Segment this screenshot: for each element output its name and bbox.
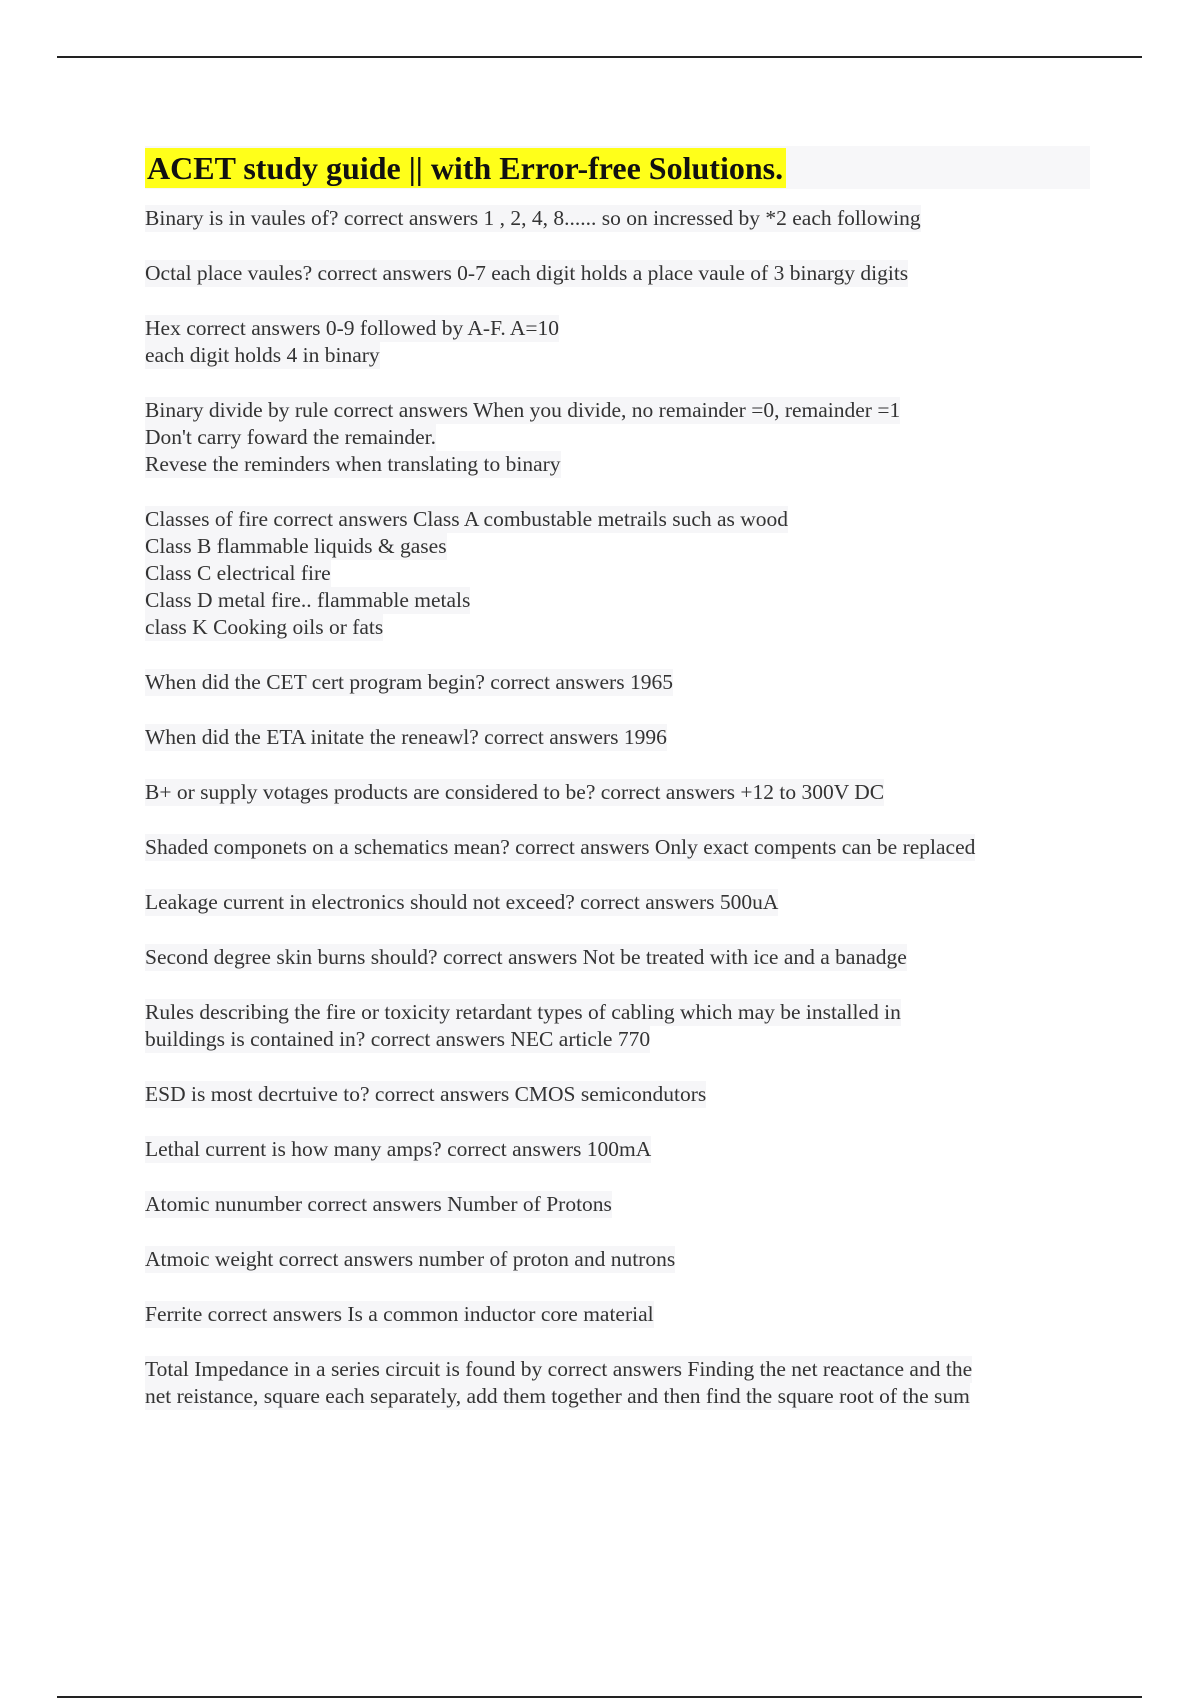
qa-entry-line: each digit holds 4 in binary (145, 343, 380, 367)
qa-entry-line: net reistance, square each separately, add them together and then find the square root of the sum (145, 1384, 970, 1408)
qa-entry-line: Hex correct answers 0-9 followed by A-F. A=10 (145, 316, 560, 340)
qa-entry-line: When did the CET cert program begin? correct answers 1965 (145, 670, 673, 694)
qa-entry (145, 669, 1090, 696)
qa-entry-line: Second degree skin burns should? correct answers Not be treated with ice and a banadge (145, 945, 907, 969)
qa-entry (145, 999, 1090, 1053)
qa-entry (145, 944, 1090, 971)
qa-entry-line: Total Impedance in a series circuit is found by correct answers Finding the net reactance and the (145, 1357, 973, 1381)
qa-entry-line: Class D metal fire.. flammable metals (145, 588, 471, 612)
qa-entry (145, 315, 1090, 369)
qa-entry (145, 1081, 1090, 1108)
qa-entry-line: Ferrite correct answers Is a common inductor core material (145, 1302, 654, 1326)
qa-entry-line: class K Cooking oils or fats (145, 615, 384, 639)
qa-entry-line: buildings is contained in? correct answers NEC article 770 (145, 1027, 651, 1051)
qa-entry-line: When did the ETA initate the reneawl? correct answers 1996 (145, 725, 667, 749)
qa-entry-line: Binary is in vaules of? correct answers 1 , 2, 4, 8...... so on incressed by *2 each following (145, 206, 921, 230)
qa-entry-line: Revese the reminders when translating to binary (145, 452, 561, 476)
document-title: ACET study guide || with Error-free Solutions. (145, 148, 786, 188)
qa-entry (145, 1356, 1090, 1410)
qa-entry (145, 1191, 1090, 1218)
qa-entry-line: Octal place vaules? correct answers 0-7 each digit holds a place vaule of 3 binargy digits (145, 261, 909, 285)
bottom-rule (57, 1696, 1142, 1698)
qa-entry-line: Atomic nunumber correct answers Number of Protons (145, 1192, 612, 1216)
qa-entry (145, 205, 1090, 232)
qa-entry-line: Binary divide by rule correct answers When you divide, no remainder =0, remainder =1 (145, 398, 901, 422)
document-body (145, 146, 1090, 1438)
qa-entry (145, 260, 1090, 287)
qa-entry (145, 397, 1090, 478)
qa-entry (145, 506, 1090, 641)
qa-list (145, 205, 1090, 1410)
qa-entry-line: Classes of fire correct answers Class A combustable metrails such as wood (145, 507, 789, 531)
qa-entry-line: Lethal current is how many amps? correct answers 100mA (145, 1137, 652, 1161)
title-band (145, 146, 1090, 189)
qa-entry (145, 1246, 1090, 1273)
qa-entry-line: Class C electrical fire (145, 561, 331, 585)
qa-entry-line: Shaded componets on a schematics mean? correct answers Only exact compents can be replaced (145, 835, 976, 859)
top-rule (57, 56, 1142, 58)
qa-entry-line: B+ or supply votages products are considered to be? correct answers +12 to 300V DC (145, 780, 885, 804)
qa-entry (145, 1136, 1090, 1163)
qa-entry (145, 834, 1090, 861)
qa-entry-line: Leakage current in electronics should not exceed? correct answers 500uA (145, 890, 779, 914)
qa-entry-line: Atmoic weight correct answers number of proton and nutrons (145, 1247, 676, 1271)
qa-entry-line: Rules describing the fire or toxicity retardant types of cabling which may be installed in (145, 1000, 901, 1024)
qa-entry-line: Don't carry foward the remainder. (145, 425, 437, 449)
qa-entry (145, 724, 1090, 751)
qa-entry (145, 779, 1090, 806)
qa-entry (145, 889, 1090, 916)
qa-entry-line: ESD is most decrtuive to? correct answers CMOS semicondutors (145, 1082, 707, 1106)
qa-entry-line: Class B flammable liquids & gases (145, 534, 447, 558)
qa-entry (145, 1301, 1090, 1328)
